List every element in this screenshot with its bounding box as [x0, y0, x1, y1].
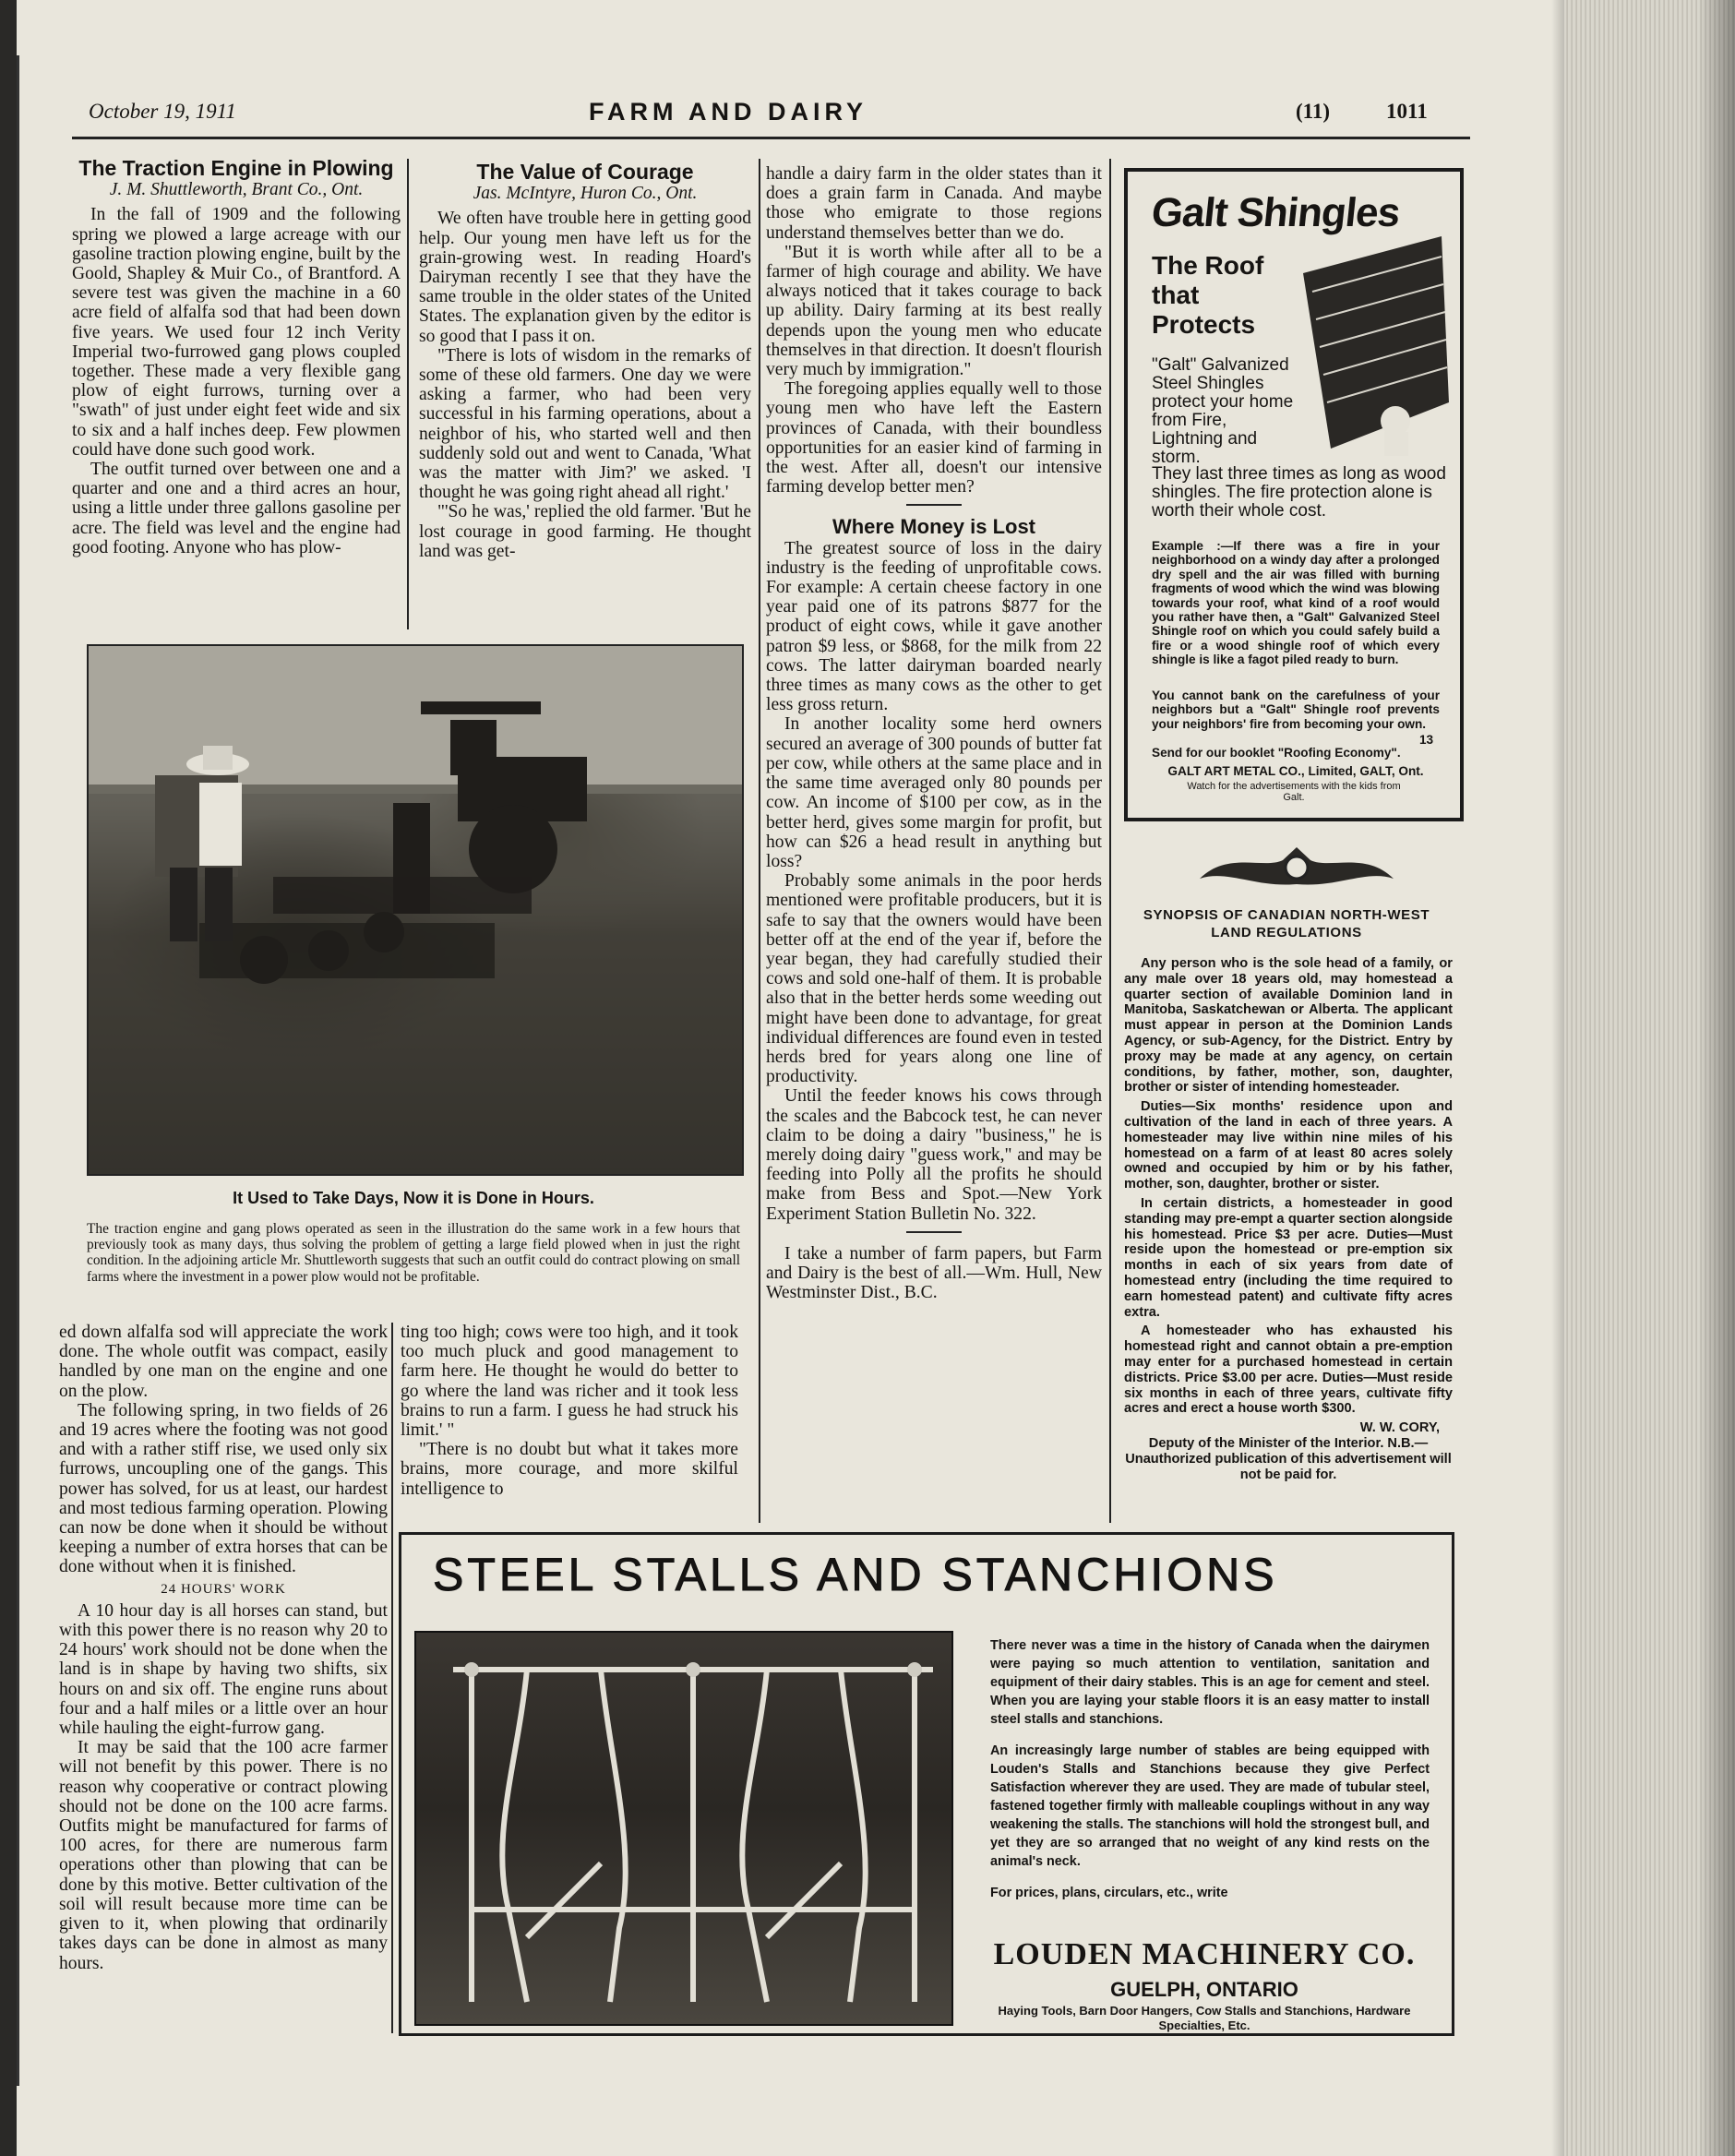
- galt-brand-logo: Galt Shingles: [1149, 190, 1402, 235]
- reader-letter: I take a number of farm papers, but Farm and Dairy is the best of all.—Wm. Hull, New Westminster Dist., B.C.: [766, 1243, 1102, 1303]
- synopsis-body: [1124, 956, 1453, 1486]
- traction-article-top: [72, 156, 401, 557]
- traction-paragraph-2: The outfit turned over between one and a quarter and one and a third acres an hour, using a little under three gallons gasoline per acre. The field was level and the engine had good footing. Anyone who has plow-: [72, 460, 401, 557]
- section-rule: [906, 1231, 962, 1233]
- galt-company: GALT ART METAL CO., Limited, GALT, Ont.: [1167, 764, 1424, 778]
- book-page-edges: [1564, 0, 1735, 2156]
- galt-ad-number: 13: [1419, 733, 1434, 747]
- photo-caption-text: The traction engine and gang plows operated as seen in the illustration do the same work in a few hours that previously took as many days, thus solving the problem of getting a large field plowed when in just the right condition. In the adjoining article Mr. Shuttleworth suggests that such an outfit could do contract plowing on small farms where the investment in a power plow would not be profitable.: [87, 1221, 740, 1285]
- issue-page-number: (11): [1296, 100, 1331, 123]
- galt-shingles-ad: [1124, 168, 1464, 821]
- column-rule: [759, 159, 760, 1523]
- synopsis-paragraph-3: In certain districts, a homesteader in good standing may pre-empt a quarter section alongside his homestead. Price $3 per acre. Duties—Must reside upon the homestead or pre-emption six months in each of six years from date of homestead entry (including the time required to earn homestead patent) and cultivate fifty acres extra.: [1124, 1195, 1453, 1320]
- courage-paragraph-4: ting too high; cows were too high, and it took too much pluck and good management to farm here. He thought he would do better to go where the land was richer and it took less brains to run a farm. I guess he had struck his limit.' ": [401, 1323, 738, 1441]
- issue-date: October 19, 1911: [89, 100, 236, 123]
- traction-byline: J. M. Shuttleworth, Brant Co., Ont.: [109, 180, 364, 200]
- money-paragraph-4: Until the feeder knows his cows through the scales and the Babcock test, he can never claim to be doing a dairy "business," he is merely doing dairy "guess work," and may be feeding into Polly all the profits he should make from Bess and Spot.—New York Experiment Station Bulletin No. 322.: [766, 1086, 1102, 1224]
- money-paragraph-1: The greatest source of loss in the dairy industry is the feeding of unprofitable cows. For example: A certain cheese factory in one year paid one of its patrons $877 for the product of eight cows, while it gave another patron $9 less, or $868, for the milk from 22 cows. The latter dairyman boarded nearly three times as many cows as the other to get less gross return.: [766, 538, 1102, 715]
- traction-paragraph-6: It may be said that the 100 acre farmer will not benefit by this power. There is no reason why cooperative or contract plowing should not be done on the 100 acre farms. Outfits might be manufactured for farms of 100 acres, for there are numerous farm operations other than plowing that can be done by this motive. Better cultivation of the soil will result because more time can be given to it, when plowing that ordinarily takes days can be done in almost as many hours.: [59, 1738, 388, 1973]
- louden-products: Haying Tools, Barn Door Hangers, Cow Stalls and Stanchions, Hardware Specialties, Etc.: [998, 2004, 1411, 2032]
- courage-article-title: The Value of Courage: [476, 160, 694, 184]
- courage-paragraph-2: "There is lots of wisdom in the remarks of some of these old farmers. One day we were asking a farmer, who had been very successful in his farming operations, about a neighbor of his, who started well and then suddenly sold out and went to Canada, 'What was the matter with Jim?' we asked. 'I thought he was going right ahead all right.': [419, 345, 751, 503]
- column-rule: [391, 1323, 393, 2033]
- money-paragraph-3: Probably some animals in the poor herds mentioned were profitable producers, but it is safe to say that the owners would have been better off at the end of the year if, before the year began, they had carefully studied their cows and sold one-half of them. It is probable also that in the better herds some weeding out might have been done to advantage, for great individual differences are found even in tested herds bred for years along one line of productivity.: [766, 871, 1102, 1087]
- photo-caption: [87, 1189, 740, 1285]
- traction-article-continued: [59, 1323, 388, 1973]
- stalls-paragraph-2: An increasingly large number of stables are being equipped with Louden's Stalls and Stanchions because they give Perfect Satisfaction wherever they are used. They are made of tubular steel, fastened together firmly with malleable couplings without in any way weakening the stalls. The stanchions will hold the strongest bull, and yet they are so arranged that no weight of any kind rests on the animal's neck.: [990, 1743, 1430, 1869]
- courage-paragraph-1: We often have trouble here in getting good help. Our young men have left us for the grain-growing west. In reading Hoard's Dairyman recently I see that they have the same trouble in the older states of the United States. The explanation given by the editor is so good that I pass it on.: [419, 209, 751, 346]
- traction-paragraph-5: A 10 hour day is all horses can stand, but with this power there is no reason why 20 to 24 hours' work should not be done when the land is in shape by having two shifts, six hours on and six off. The engine runs about four and a half miles or a little over an hour while hauling the eight-furrow gang.: [59, 1600, 388, 1739]
- courage-paragraph-7: "But it is worth while after all to be a farmer of high courage and ability. We have always noticed that it takes courage to back up ability. Dairy farming at its best really depends upon the young men who educate themselves in that direction. It doesn't flourish very much by immigration.": [766, 242, 1102, 380]
- plowing-illustration: [89, 646, 742, 1174]
- courage-article-continued: [401, 1323, 738, 1499]
- courage-byline: Jas. McIntyre, Huron Co., Ont.: [473, 184, 698, 204]
- galt-watch-line: Watch for the advertisements with the kids from Galt.: [1187, 781, 1401, 803]
- stalls-ad-copy: [990, 1636, 1430, 1915]
- galt-booklet-offer: Send for our booklet "Roofing Economy".: [1152, 746, 1401, 760]
- galt-slogan-line-1: The Roof: [1152, 251, 1264, 280]
- roof-illustration: [1294, 236, 1451, 458]
- louden-company-name: LOUDEN MACHINERY CO.: [993, 1937, 1416, 1971]
- middle-column: [766, 164, 1102, 1302]
- galt-slogan-line-3: Protects: [1152, 310, 1256, 339]
- synopsis-signature: W. W. CORY,: [1359, 1420, 1440, 1436]
- header-rule: [72, 137, 1470, 139]
- traction-article-title: The Traction Engine in Plowing: [78, 156, 394, 180]
- galt-durability-text: They last three times as long as wood shingles. The fire protection alone is worth their whole cost.: [1152, 464, 1446, 521]
- traction-paragraph-4: The following spring, in two fields of 26 and 19 acres where the footing was not good and with a rather stiff rise, we used only six furrows, uncoupling one of the gangs. This power has solved, for us at least, our hardest and most tedious farming operation. Plowing can now be done when it should be without keeping a number of extra horses that can be done without when it is finished.: [59, 1400, 388, 1577]
- binding-shadow: [0, 0, 17, 2156]
- masthead-title: FARM AND DAIRY: [589, 98, 868, 126]
- photo-caption-title: It Used to Take Days, Now it is Done in Hours.: [233, 1189, 594, 1207]
- traction-paragraph-1: In the fall of 1909 and the following spring we plowed a large acreage with our gasoline traction plowing engine, built by the Goold, Shapley & Muir Co., of Brantford. A severe test was given the machine in a 60 acre field of alfalfa sod that had been down five years. We used four 12 inch Verity Imperial two-furrowed gang plows coupled together. These made a very flexible gang plow of eight furrows, turning over a "swath" of just under eight feet wide and six to six and a half inches deep. Few plowmen could have done such good work.: [72, 205, 401, 460]
- traction-engine-photo: [87, 644, 744, 1176]
- courage-paragraph-6: handle a dairy farm in the older states than it does a grain farm in Canada. And maybe those who emigrate to those regions understand themselves better than we do.: [766, 164, 1102, 243]
- galt-slogan: [1152, 251, 1263, 340]
- stalls-prices-line: For prices, plans, circulars, etc., write: [990, 1886, 1228, 1900]
- galt-lead-text: "Galt" Galvanized Steel Shingles protect your home from Fire, Lightning and storm.: [1152, 355, 1294, 467]
- stalls-paragraph-1: There never was a time in the history of Canada when the dairymen were paying so much attention to ventilation, sanitation and equipment of their dairy stables. This is an age for cement and steel. When you are laying your stable floors it is an easy matter to install steel stalls and stanchions.: [990, 1638, 1430, 1727]
- column-rule: [407, 159, 409, 629]
- courage-paragraph-8: The foregoing applies equally well to those young men who have left the Eastern provinces of Canada, with their boundless opportunities for an easier kind of farming in the west. After all, doesn't our intensive farming develop better men?: [766, 379, 1102, 497]
- synopsis-title: SYNOPSIS OF CANADIAN NORTH-WEST LAND REGULATIONS: [1143, 907, 1430, 940]
- courage-paragraph-5: "There is no doubt but what it takes more brains, more courage, and more skilful intelligence to: [401, 1440, 738, 1499]
- synopsis-paragraph-2: Duties—Six months' residence upon and cultivation of the land in each of three years. A homesteader may live within nine miles of his homestead on a farm of at least 80 acres solely owned and occupied by him or by his father, mother, son, daughter, brother or sister.: [1124, 1099, 1453, 1192]
- section-rule: [906, 504, 962, 506]
- galt-example-text: Example :—If there was a fire in your neighborhood on a windy day after a prolonged dry spell and the air was filled with burning fragments of wood which the wind was blowing towards your roof, what kind of a roof would you rather have then, a "Galt" Galvanized Steel Shingle roof on which you could safely build a fire or a wood shingle roof of which every shingle is like a fagot piled ready to burn.: [1152, 539, 1440, 667]
- previous-page-edge: [17, 55, 29, 2086]
- synopsis-paragraph-4: A homesteader who has exhausted his homestead right and cannot obtain a pre-emption may enter for a purchased homestead in certain districts. Price $3.00 per acre. Duties—Must reside six months in each of three years, cultivate fifty acres and erect a house worth $300.: [1124, 1324, 1453, 1417]
- synopsis-footer: Deputy of the Minister of the Interior. N.B.—Unauthorized publication of this advertisement will not be paid for.: [1125, 1435, 1452, 1482]
- stanchion-illustration: [416, 1633, 951, 2024]
- money-article-title: Where Money is Lost: [832, 515, 1036, 539]
- synopsis-paragraph-1: Any person who is the sole head of a family, or any male over 18 years old, may homestead a quarter section of available Dominion land in Manitoba, Saskatchewan or Alberta. The applicant must appear in person at the Dominion Lands Agency, or sub-Agency, for the District. Entry by proxy may be made at any agency, on certain conditions, by father, mother, son, daughter, brother or sister of intending homesteader.: [1124, 956, 1453, 1096]
- money-paragraph-2: In another locality some herd owners secured an average of 300 pounds of butter fat per cow, while others at the same place and in the same time averaged only 80 pounds per cow. An income of $100 per cow, as in the better herd, gives some margin for profit, but how can $26 a head result in anything but loss?: [766, 714, 1102, 871]
- folio-number: 1011: [1386, 100, 1428, 123]
- stalls-ad-title: STEEL STALLS AND STANCHIONS: [433, 1549, 1278, 1600]
- steel-stalls-ad: [399, 1532, 1454, 2036]
- column-rule: [1109, 159, 1111, 1523]
- traction-subhead: 24 HOURS' WORK: [161, 1581, 286, 1597]
- louden-city: GUELPH, ONTARIO: [1110, 1978, 1298, 2001]
- coat-of-arms-ornament: [1191, 842, 1403, 897]
- courage-article: [419, 162, 751, 561]
- courage-paragraph-3: "'So he was,' replied the old farmer. 'But he lost courage in good farming. He thought land was get-: [419, 502, 751, 561]
- galt-bank-text: You cannot bank on the carefulness of your neighbors but a "Galt" Shingle roof prevents your neighbors' fire from becoming your own.: [1152, 689, 1440, 731]
- galt-slogan-line-2: that: [1152, 281, 1200, 309]
- traction-paragraph-3: ed down alfalfa sod will appreciate the work done. The whole outfit was compact, easily handled by one man on the engine and one on the plow.: [59, 1323, 388, 1401]
- stalls-photo: [414, 1631, 953, 2026]
